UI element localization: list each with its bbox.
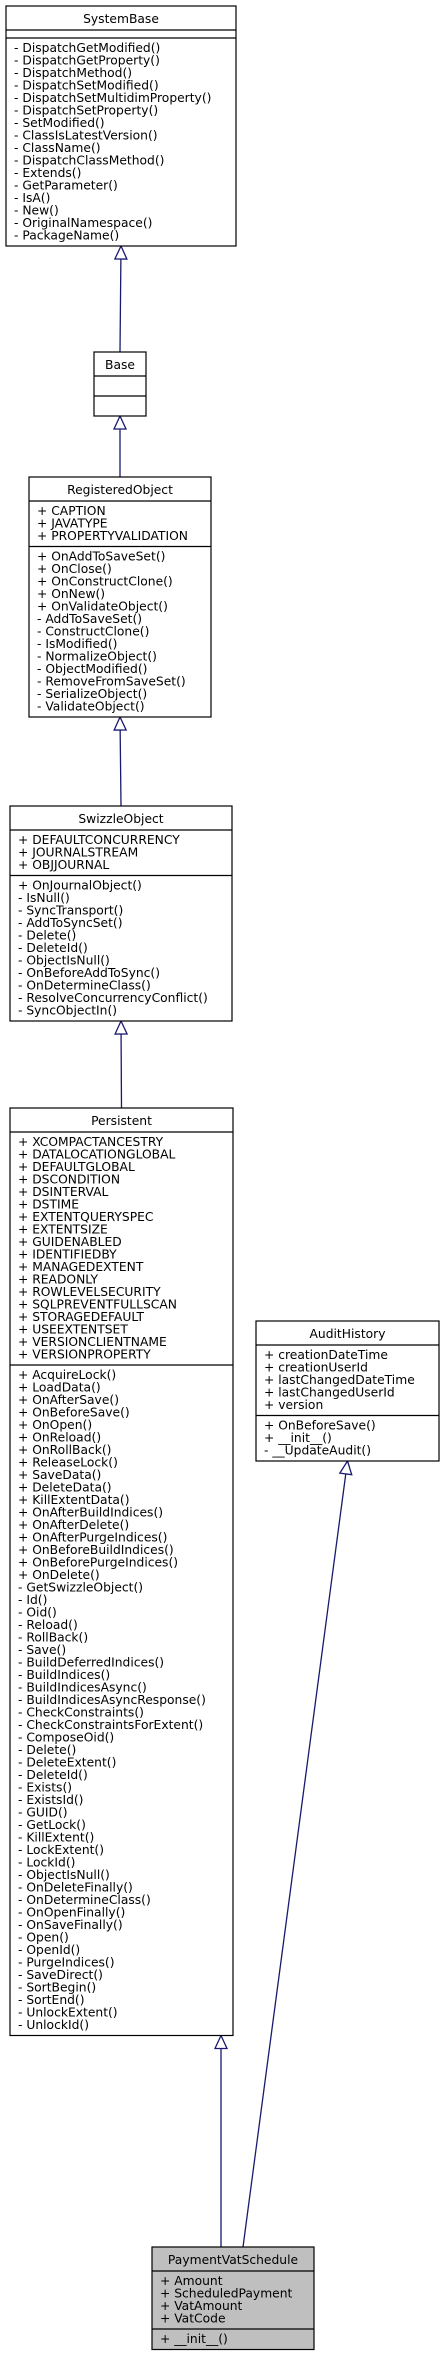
class-title-paymentvatschedule: PaymentVatSchedule <box>167 2253 299 2267</box>
attribute-defaultglobal: + DEFAULTGLOBAL <box>18 1160 135 1174</box>
attribute-managedextent: + MANAGEDEXTENT <box>18 1260 144 1274</box>
edge-line <box>120 730 121 806</box>
edge-swizzleobject-to-registeredobject <box>114 717 126 806</box>
method-purgeindices: - PurgeIndices() <box>18 1955 115 1970</box>
attribute-storagedefault: + STORAGEDEFAULT <box>18 1310 145 1324</box>
method-existsid: - ExistsId() <box>18 1793 84 1807</box>
inheritance-arrowhead-icon <box>114 717 126 730</box>
attribute-objjournal: + OBJJOURNAL <box>18 858 110 872</box>
method-ondetermineclass: - OnDetermineClass() <box>18 1893 151 1907</box>
method-updateaudit: - __UpdateAudit() <box>264 1443 372 1458</box>
attribute-propertyvalidation: + PROPERTYVALIDATION <box>37 529 188 543</box>
attribute-extentsize: + EXTENTSIZE <box>18 1222 108 1237</box>
attribute-dsinterval: + DSINTERVAL <box>18 1185 109 1199</box>
edge-paymentvatschedule-to-audithistory <box>243 1461 352 2247</box>
method-objectmodified: - ObjectModified() <box>37 662 148 676</box>
method-onafterpurgeindices: + OnAfterPurgeIndices() <box>18 1530 168 1545</box>
attribute-datalocationglobal: + DATALOCATIONGLOBAL <box>18 1147 176 1162</box>
class-title-base: Base <box>105 358 135 372</box>
attribute-identifiedby: + IDENTIFIEDBY <box>18 1247 117 1262</box>
method-rollback: - RollBack() <box>18 1630 89 1645</box>
method-syncobjectin: - SyncObjectIn() <box>18 1003 118 1018</box>
attribute-dstime: + DSTIME <box>18 1197 80 1212</box>
method-onreload: + OnReload() <box>18 1430 102 1445</box>
method-validateobject: - ValidateObject() <box>37 699 145 714</box>
method-resolveconcurrencyconflict: - ResolveConcurrencyConflict() <box>18 991 208 1005</box>
attribute-vatcode: + VatCode <box>160 2311 226 2326</box>
method-dispatchmethod: - DispatchMethod() <box>14 66 133 80</box>
attribute-dscondition: + DSCONDITION <box>18 1172 121 1187</box>
attribute-creationdatetime: + creationDateTime <box>264 1348 388 1362</box>
method-isa: - IsA() <box>14 191 51 205</box>
method-classname: - ClassName() <box>14 141 101 155</box>
method-onsavefinally: - OnSaveFinally() <box>18 1918 123 1932</box>
inheritance-arrowhead-icon <box>115 246 127 259</box>
class-base <box>94 352 146 416</box>
method-onafterdelete: + OnAfterDelete() <box>18 1518 130 1532</box>
method-originalnamespace: - OriginalNamespace() <box>14 216 153 230</box>
method-onbeforepurgeindices: + OnBeforePurgeIndices() <box>18 1555 179 1570</box>
method-serializeobject: - SerializeObject() <box>37 687 148 701</box>
method-addtosaveset: - AddToSaveSet() <box>37 612 143 626</box>
edge-base-to-systembase <box>115 246 127 352</box>
class-title-persistent: Persistent <box>91 1114 152 1128</box>
method-init: + __init__() <box>264 1431 332 1445</box>
method-sortbegin: - SortBegin() <box>18 1980 97 1995</box>
edge-paymentvatschedule-to-persistent <box>215 2036 227 2248</box>
method-guid: - GUID() <box>18 1805 68 1820</box>
method-unlockid: - UnlockId() <box>18 2018 89 2032</box>
method-dispatchgetmodified: - DispatchGetModified() <box>14 41 161 55</box>
method-loaddata: + LoadData() <box>18 1380 101 1395</box>
attribute-xcompactancestry: + XCOMPACTANCESTRY <box>18 1135 164 1149</box>
method-killextentdata: + KillExtentData() <box>18 1493 130 1507</box>
attribute-scheduledpayment: + ScheduledPayment <box>160 2286 293 2301</box>
method-dispatchclassmethod: - DispatchClassMethod() <box>14 153 165 168</box>
method-onconstructclone: + OnConstructClone() <box>37 574 173 589</box>
method-deleteextent: - DeleteExtent() <box>18 1755 117 1770</box>
attribute-creationuserid: + creationUserId <box>264 1360 368 1375</box>
method-setmodified: - SetModified() <box>14 116 105 130</box>
attribute-journalstream: + JOURNALSTREAM <box>18 845 139 860</box>
method-deleteid: - DeleteId() <box>18 941 88 955</box>
method-buildindicesasync: - BuildIndicesAsync() <box>18 1680 147 1695</box>
method-ondetermineclass: - OnDetermineClass() <box>18 978 151 993</box>
method-dispatchsetproperty: - DispatchSetProperty() <box>14 103 159 118</box>
edge-line <box>243 1474 346 2247</box>
method-buildindicesasyncresponse: - BuildIndicesAsyncResponse() <box>18 1693 206 1707</box>
method-onvalidateobject: + OnValidateObject() <box>37 599 168 614</box>
method-savedata: + SaveData() <box>18 1468 102 1482</box>
method-sortend: - SortEnd() <box>18 1993 85 2007</box>
method-onaftersave: + OnAfterSave() <box>18 1393 119 1407</box>
method-killextent: - KillExtent() <box>18 1830 95 1845</box>
class-registeredobject <box>29 477 211 717</box>
attribute-defaultconcurrency: + DEFAULTCONCURRENCY <box>18 833 180 847</box>
method-onbeforesave: + OnBeforeSave() <box>264 1418 376 1433</box>
attribute-sqlpreventfullscan: + SQLPREVENTFULLSCAN <box>18 1297 177 1312</box>
method-lockextent: - LockExtent() <box>18 1843 105 1857</box>
method-dispatchgetproperty: - DispatchGetProperty() <box>14 53 160 68</box>
attribute-useextentset: + USEEXTENTSET <box>18 1322 128 1337</box>
method-unlockextent: - UnlockExtent() <box>18 2005 118 2020</box>
method-getlock: - GetLock() <box>18 1818 86 1832</box>
method-ondelete: + OnDelete() <box>18 1568 100 1582</box>
attribute-vatamount: + VatAmount <box>160 2299 243 2313</box>
attribute-version: + version <box>264 1398 324 1412</box>
method-open: - Open() <box>18 1930 69 1945</box>
inheritance-arrowhead-icon <box>215 2036 227 2049</box>
method-onopenfinally: - OnOpenFinally() <box>18 1905 126 1920</box>
method-exists: - Exists() <box>18 1780 73 1795</box>
method-id: - Id() <box>18 1593 48 1607</box>
attribute-amount: + Amount <box>160 2274 223 2288</box>
class-boxes <box>6 6 439 2350</box>
method-packagename: - PackageName() <box>14 228 120 243</box>
attribute-caption: + CAPTION <box>37 504 106 518</box>
class-title-swizzleobject: SwizzleObject <box>78 812 164 826</box>
method-synctransport: - SyncTransport() <box>18 903 124 918</box>
inheritance-arrowhead-icon <box>340 1461 352 1475</box>
method-composeoid: - ComposeOid() <box>18 1730 115 1745</box>
attribute-lastchangeduserid: + lastChangedUserId <box>264 1385 395 1400</box>
attribute-versionproperty: + VERSIONPROPERTY <box>18 1347 151 1362</box>
method-normalizeobject: - NormalizeObject() <box>37 649 157 664</box>
class-persistent <box>10 1108 233 2036</box>
edge-line <box>120 259 121 352</box>
method-savedirect: - SaveDirect() <box>18 1968 103 1982</box>
inheritance-arrowhead-icon <box>115 1021 127 1034</box>
method-isnull: - IsNull() <box>18 891 70 905</box>
method-classislatestversion: - ClassIsLatestVersion() <box>14 128 158 143</box>
method-getparameter: - GetParameter() <box>14 178 118 193</box>
method-constructclone: - ConstructClone() <box>37 624 150 639</box>
method-delete: - Delete() <box>18 1743 77 1757</box>
method-onopen: + OnOpen() <box>18 1418 93 1432</box>
method-onclose: + OnClose() <box>37 562 112 576</box>
method-onafterbuildindices: + OnAfterBuildIndices() <box>18 1505 164 1520</box>
method-deletedata: + DeleteData() <box>18 1480 112 1495</box>
method-onnew: + OnNew() <box>37 587 106 601</box>
method-onrollback: + OnRollBack() <box>18 1443 112 1457</box>
method-ismodified: - IsModified() <box>37 637 118 651</box>
method-builddeferredindices: - BuildDeferredIndices() <box>18 1655 165 1670</box>
method-objectisnull: - ObjectIsNull() <box>18 953 110 968</box>
attribute-versionclientname: + VERSIONCLIENTNAME <box>18 1335 167 1349</box>
attribute-extentqueryspec: + EXTENTQUERYSPEC <box>18 1210 154 1224</box>
method-ondeletefinally: - OnDeleteFinally() <box>18 1880 133 1895</box>
method-reload: - Reload() <box>18 1618 78 1632</box>
class-title-audithistory: AuditHistory <box>309 1327 386 1341</box>
method-onjournalobject: + OnJournalObject() <box>18 878 142 893</box>
class-paymentvatschedule <box>152 2247 314 2350</box>
method-releaselock: + ReleaseLock() <box>18 1455 118 1470</box>
method-deleteid: - DeleteId() <box>18 1768 88 1782</box>
method-dispatchsetmodified: - DispatchSetModified() <box>14 78 159 93</box>
attribute-javatype: + JAVATYPE <box>37 516 108 531</box>
class-title-registeredobject: RegisteredObject <box>67 483 173 497</box>
method-onaddtosaveset: + OnAddToSaveSet() <box>37 549 166 564</box>
attribute-rowlevelsecurity: + ROWLEVELSECURITY <box>18 1285 161 1299</box>
method-lockid: - LockId() <box>18 1855 76 1870</box>
method-acquirelock: + AcquireLock() <box>18 1368 117 1382</box>
method-buildindices: - BuildIndices() <box>18 1668 111 1682</box>
inheritance-arrowhead-icon <box>114 416 126 429</box>
method-init: + __init__() <box>160 2332 228 2346</box>
method-onbeforeaddtosync: - OnBeforeAddToSync() <box>18 966 161 980</box>
method-new: - New() <box>14 203 59 218</box>
method-objectisnull: - ObjectIsNull() <box>18 1868 110 1882</box>
class-title-systembase: SystemBase <box>83 12 159 26</box>
method-extends: - Extends() <box>14 166 82 180</box>
attribute-guidenabled: + GUIDENABLED <box>18 1235 122 1249</box>
method-checkconstraints: - CheckConstraints() <box>18 1705 144 1720</box>
method-oid: - Oid() <box>18 1605 57 1620</box>
method-addtosyncset: - AddToSyncSet() <box>18 916 123 930</box>
method-openid: - OpenId() <box>18 1943 81 1957</box>
method-onbeforebuildindices: + OnBeforeBuildIndices() <box>18 1543 174 1557</box>
method-save: - Save() <box>18 1643 67 1657</box>
method-checkconstraintsforextent: - CheckConstraintsForExtent() <box>18 1718 204 1732</box>
attribute-readonly: + READONLY <box>18 1272 99 1287</box>
edge-registeredobject-to-base <box>114 416 126 477</box>
class-systembase <box>6 6 236 246</box>
method-onbeforesave: + OnBeforeSave() <box>18 1405 130 1420</box>
attribute-lastchangeddatetime: + lastChangedDateTime <box>264 1373 415 1387</box>
class-audithistory <box>256 1321 439 1461</box>
class-swizzleobject <box>10 806 232 1021</box>
method-removefromsaveset: - RemoveFromSaveSet() <box>37 674 186 689</box>
method-delete: - Delete() <box>18 928 77 943</box>
method-getswizzleobject: - GetSwizzleObject() <box>18 1580 144 1595</box>
edge-persistent-to-swizzleobject <box>115 1021 127 1108</box>
method-dispatchsetmultidimproperty: - DispatchSetMultidimProperty() <box>14 91 212 105</box>
